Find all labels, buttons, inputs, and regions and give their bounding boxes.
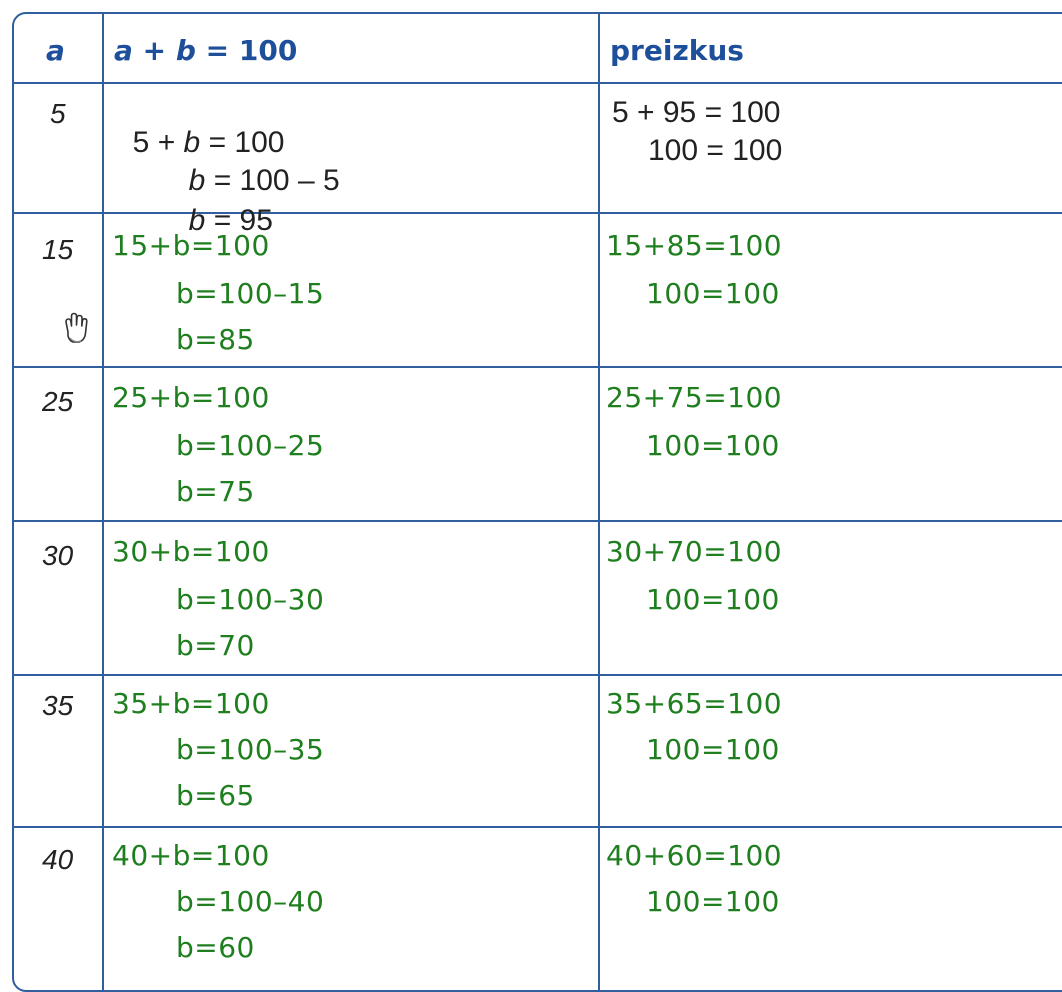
row-5-eq-line-3[interactable]: b=65 <box>176 779 255 812</box>
row-5-a: 35 <box>42 690 74 721</box>
row-3-check-line-1[interactable]: 25+75=100 <box>606 381 783 414</box>
header-col-a: a <box>46 34 65 67</box>
hand-pointer-icon <box>56 308 96 348</box>
row-2-a: 15 <box>42 234 74 265</box>
row-2-check-line-2[interactable]: 100=100 <box>646 277 780 310</box>
header-col-equation <box>114 34 297 67</box>
row-1-eq-line-3: b = 95 <box>188 204 273 237</box>
row-6-eq-line-3[interactable]: b=60 <box>176 931 255 964</box>
row-4-eq-line-2[interactable]: b=100–30 <box>176 583 325 616</box>
row-4-check-line-2[interactable]: 100=100 <box>646 583 780 616</box>
row-1-a: 5 <box>50 98 66 129</box>
header-eq-plus: + <box>132 34 176 67</box>
row-3-eq-line-1[interactable]: 25+b=100 <box>112 381 270 414</box>
row-1-eq-line-1: 5 + b = 100 <box>132 126 285 159</box>
row-1-check-line-2: 100 = 100 <box>648 134 783 167</box>
row-2-eq-line-1[interactable]: 15+b=100 <box>112 229 270 262</box>
row-3-check-line-2[interactable]: 100=100 <box>646 429 780 462</box>
row-divider <box>14 826 1062 828</box>
row-5-eq-line-1[interactable]: 35+b=100 <box>112 687 270 720</box>
row-2-eq-line-3[interactable]: b=85 <box>176 323 255 356</box>
column-divider <box>598 14 600 990</box>
row-6-check-line-2[interactable]: 100=100 <box>646 885 780 918</box>
row-4-check-line-1[interactable]: 30+70=100 <box>606 535 783 568</box>
row-6-a: 40 <box>42 844 74 875</box>
row-1-check-line-1: 5 + 95 = 100 <box>612 96 781 129</box>
row-2-check-line-1[interactable]: 15+85=100 <box>606 229 783 262</box>
row-5-check-line-2[interactable]: 100=100 <box>646 733 780 766</box>
header-eq-rest: = 100 <box>195 34 298 67</box>
row-divider <box>14 366 1062 368</box>
row-5-eq-line-2[interactable]: b=100–35 <box>176 733 325 766</box>
row-divider <box>14 674 1062 676</box>
header-eq-b: b <box>175 34 196 67</box>
column-divider <box>102 14 104 990</box>
row-3-eq-line-3[interactable]: b=75 <box>176 475 255 508</box>
row-3-eq-line-2[interactable]: b=100–25 <box>176 429 325 462</box>
row-5-check-line-1[interactable]: 35+65=100 <box>606 687 783 720</box>
row-4-eq-line-1[interactable]: 30+b=100 <box>112 535 270 568</box>
row-1-eq-line-2: b = 100 – 5 <box>188 164 340 197</box>
header-col-check: preizkus <box>610 34 744 67</box>
row-3-a: 25 <box>42 386 74 417</box>
row-2-eq-line-2[interactable]: b=100–15 <box>176 277 325 310</box>
row-6-eq-line-1[interactable]: 40+b=100 <box>112 839 270 872</box>
row-divider <box>14 82 1062 84</box>
row-4-a: 30 <box>42 540 74 571</box>
row-6-eq-line-2[interactable]: b=100–40 <box>176 885 325 918</box>
header-eq-a: a <box>114 34 133 67</box>
row-6-check-line-1[interactable]: 40+60=100 <box>606 839 783 872</box>
row-divider <box>14 520 1062 522</box>
row-4-eq-line-3[interactable]: b=70 <box>176 629 255 662</box>
